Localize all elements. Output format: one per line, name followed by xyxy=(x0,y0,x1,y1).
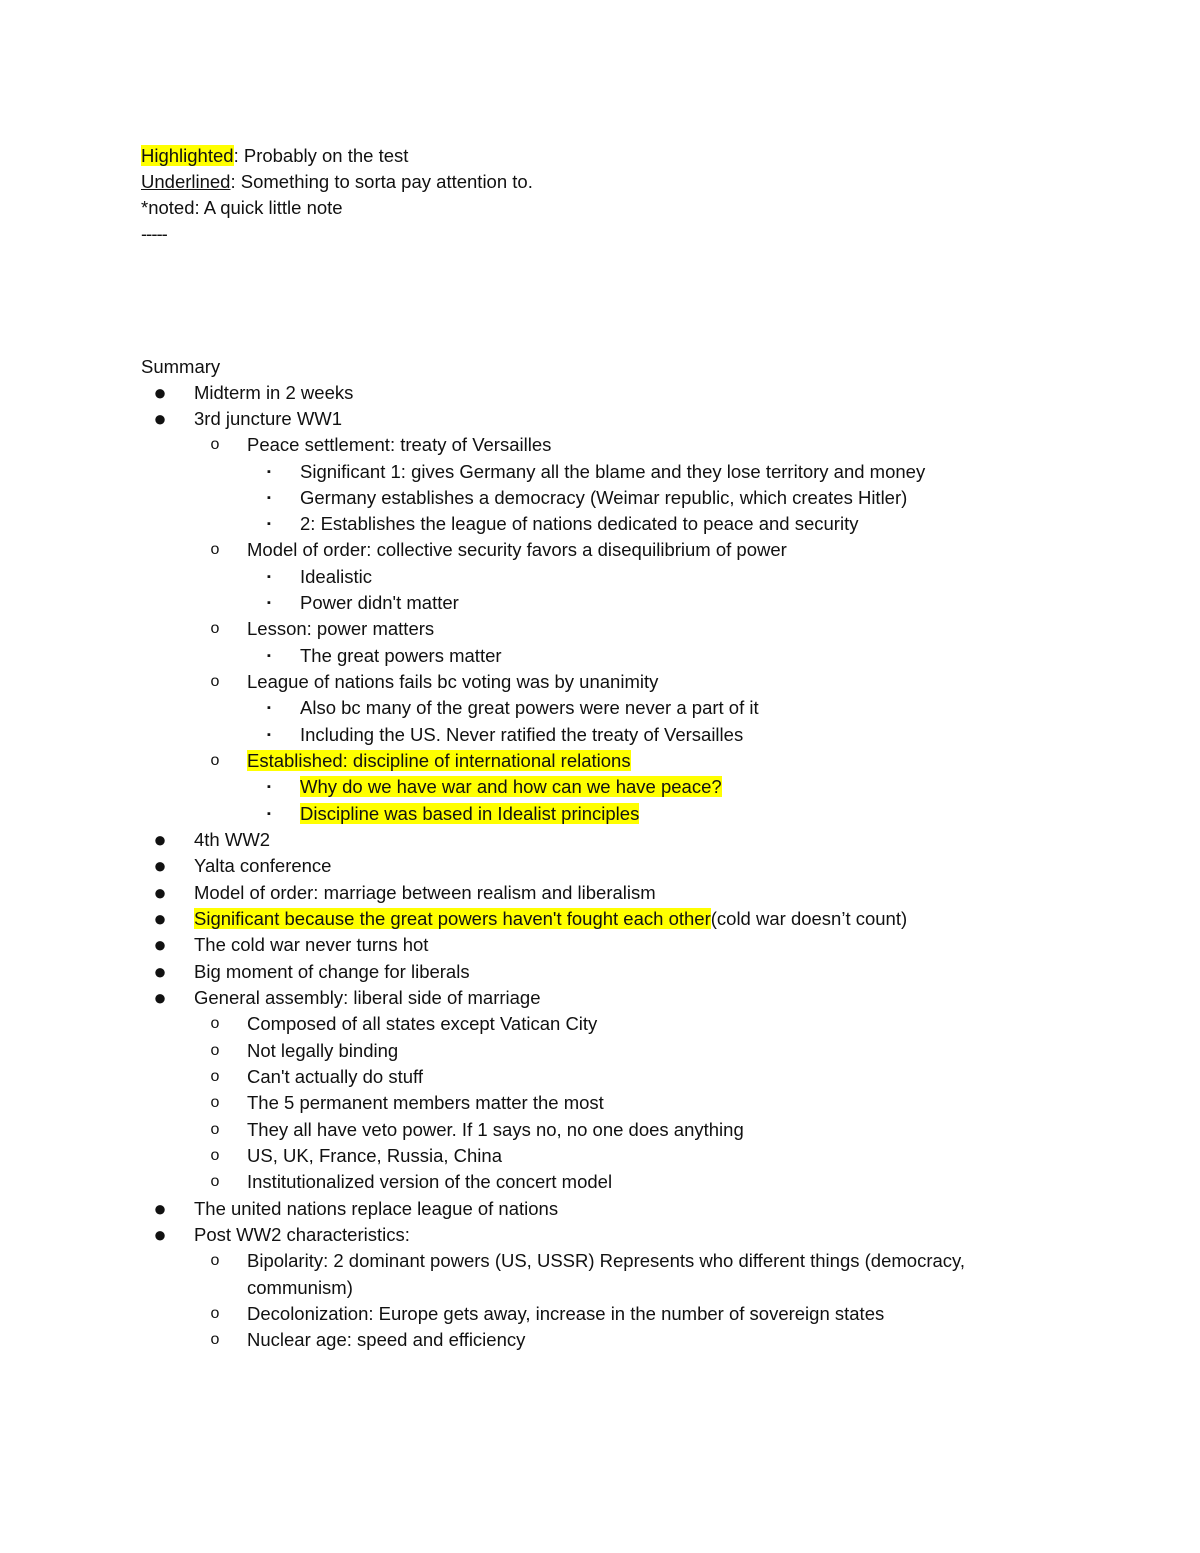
bullet-square-icon: ▪ xyxy=(267,518,271,530)
list-item: 3rd juncture WW1 xyxy=(194,408,343,429)
legend-underlined xyxy=(141,169,533,195)
bullet-disc-icon: ● xyxy=(153,932,167,957)
legend-noted: *noted: A quick little note xyxy=(141,197,343,218)
list-item: The 5 permanent members matter the most xyxy=(247,1092,604,1113)
legend-highlighted-term: Highlighted xyxy=(141,145,234,166)
list-item: Nuclear age: speed and efficiency xyxy=(247,1329,526,1350)
bullet-disc-icon: ● xyxy=(153,380,167,405)
bullet-circle-icon: o xyxy=(210,620,220,637)
bullet-square-icon: ▪ xyxy=(267,808,271,820)
bullet-circle-icon: o xyxy=(210,436,220,453)
list-item: Composed of all states except Vatican City xyxy=(247,1013,598,1034)
list-item: Institutionalized version of the concert model xyxy=(247,1171,613,1192)
highlighted-text: Discipline was based in Idealist principles xyxy=(300,803,640,824)
list-item: The great powers matter xyxy=(300,645,502,666)
list-item: Not legally binding xyxy=(247,1040,399,1061)
highlighted-text: Established: discipline of international relations xyxy=(247,750,631,771)
list-item: League of nations fails bc voting was by unanimity xyxy=(247,671,659,692)
list-item-partially-highlighted xyxy=(194,906,907,932)
list-item-remainder: (cold war doesn’t count) xyxy=(710,908,908,929)
bullet-disc-icon: ● xyxy=(153,1196,167,1221)
legend-highlighted xyxy=(141,143,408,169)
list-item: The united nations replace league of nations xyxy=(194,1198,559,1219)
bullet-disc-icon: ● xyxy=(153,880,167,905)
list-item: 4th WW2 xyxy=(194,829,271,850)
bullet-disc-icon: ● xyxy=(153,827,167,852)
list-item-highlighted xyxy=(247,748,631,774)
legend-underlined-term: Underlined xyxy=(141,171,231,192)
bullet-disc-icon: ● xyxy=(153,985,167,1010)
bullet-square-icon: ▪ xyxy=(267,729,271,741)
list-item: Idealistic xyxy=(300,566,372,587)
list-item: Decolonization: Europe gets away, increase in the number of sovereign states xyxy=(247,1303,885,1324)
bullet-square-icon: ▪ xyxy=(267,650,271,662)
list-item: They all have veto power. If 1 says no, no one does anything xyxy=(247,1119,744,1140)
bullet-circle-icon: o xyxy=(210,1042,220,1059)
list-item: Big moment of change for liberals xyxy=(194,961,470,982)
list-item: The cold war never turns hot xyxy=(194,934,429,955)
bullet-disc-icon: ● xyxy=(153,959,167,984)
list-item: Can't actually do stuff xyxy=(247,1066,423,1087)
bullet-disc-icon: ● xyxy=(153,906,167,931)
bullet-circle-icon: o xyxy=(210,1015,220,1032)
list-item: Power didn't matter xyxy=(300,592,459,613)
list-item: Significant 1: gives Germany all the blame and they lose territory and money xyxy=(300,461,926,482)
bullet-circle-icon: o xyxy=(210,1305,220,1322)
bullet-disc-icon: ● xyxy=(153,406,167,431)
bullet-disc-icon: ● xyxy=(153,1222,167,1247)
bullet-circle-icon: o xyxy=(210,1094,220,1111)
list-item: US, UK, France, Russia, China xyxy=(247,1145,502,1166)
list-item-continuation: communism) xyxy=(247,1277,353,1298)
list-item: Model of order: collective security favors a disequilibrium of power xyxy=(247,539,787,560)
list-item: Bipolarity: 2 dominant powers (US, USSR) Represents who different things (democracy, xyxy=(247,1250,966,1271)
list-item: Midterm in 2 weeks xyxy=(194,382,354,403)
list-item: Including the US. Never ratified the treaty of Versailles xyxy=(300,724,744,745)
list-item: 2: Establishes the league of nations dedicated to peace and security xyxy=(300,513,859,534)
bullet-circle-icon: o xyxy=(210,673,220,690)
bullet-square-icon: ▪ xyxy=(267,571,271,583)
list-item: Peace settlement: treaty of Versailles xyxy=(247,434,552,455)
bullet-square-icon: ▪ xyxy=(267,702,271,714)
bullet-circle-icon: o xyxy=(210,1147,220,1164)
bullet-disc-icon: ● xyxy=(153,853,167,878)
bullet-square-icon: ▪ xyxy=(267,492,271,504)
list-item: Lesson: power matters xyxy=(247,618,435,639)
list-item: Yalta conference xyxy=(194,855,332,876)
list-item: Model of order: marriage between realism and liberalism xyxy=(194,882,656,903)
bullet-circle-icon: o xyxy=(210,1121,220,1138)
list-item-highlighted xyxy=(300,801,639,827)
bullet-square-icon: ▪ xyxy=(267,466,271,478)
list-item: Also bc many of the great powers were never a part of it xyxy=(300,697,759,718)
list-item: Germany establishes a democracy (Weimar republic, which creates Hitler) xyxy=(300,487,908,508)
legend-separator: ----- xyxy=(141,223,167,244)
bullet-square-icon: ▪ xyxy=(267,597,271,609)
bullet-circle-icon: o xyxy=(210,1068,220,1085)
bullet-circle-icon: o xyxy=(210,1252,220,1269)
legend-underlined-desc: : Something to sorta pay attention to. xyxy=(230,171,533,192)
highlighted-text: Significant because the great powers haven't fought each other xyxy=(194,908,711,929)
highlighted-text: Why do we have war and how can we have peace? xyxy=(300,776,722,797)
summary-heading: Summary xyxy=(141,356,221,377)
legend-highlighted-desc: : Probably on the test xyxy=(233,145,409,166)
bullet-circle-icon: o xyxy=(210,1331,220,1348)
bullet-circle-icon: o xyxy=(210,541,220,558)
list-item: Post WW2 characteristics: xyxy=(194,1224,410,1245)
bullet-circle-icon: o xyxy=(210,1173,220,1190)
bullet-square-icon: ▪ xyxy=(267,781,271,793)
bullet-circle-icon: o xyxy=(210,752,220,769)
list-item-highlighted xyxy=(300,774,722,800)
list-item: General assembly: liberal side of marriage xyxy=(194,987,541,1008)
